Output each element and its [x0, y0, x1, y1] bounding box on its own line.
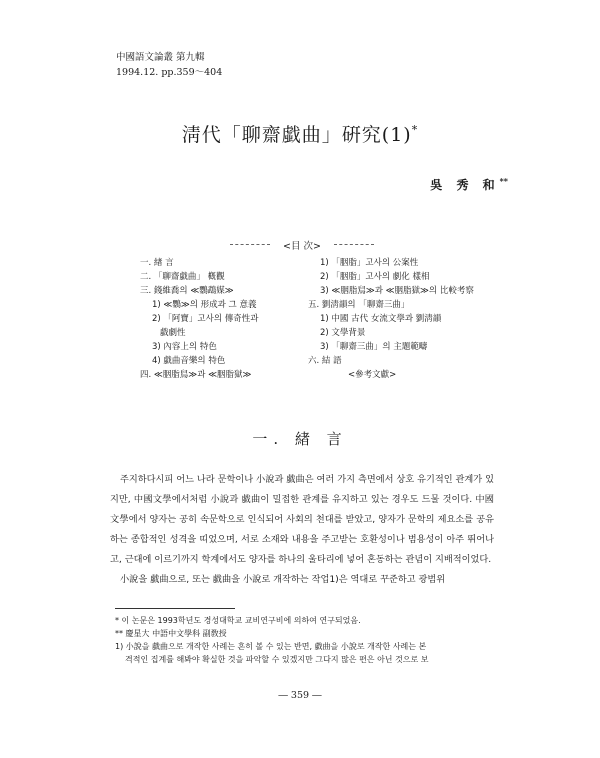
toc-item: 1) 中國 古代 女流文學과 劉淸韻	[320, 314, 442, 324]
toc-item: 一. 緖 言	[140, 258, 174, 268]
toc-item: 五. 劉淸韻의 「聊齋三曲」	[308, 300, 410, 310]
toc-heading-label: <目 次>	[277, 241, 327, 252]
toc-item: 戱劇性	[160, 328, 186, 338]
footnote-line: 격적인 집계를 해봐야 확실한 것을 파악할 수 있겠지만 그다지 많은 편은 아닌 것으로 보	[125, 655, 429, 664]
body-text	[110, 470, 494, 590]
toc-item: 3) ≪胭脂舃≫과 ≪胭脂獄≫의 比較考察	[320, 286, 474, 296]
section-title: 一. 緖 言	[252, 430, 348, 448]
toc-item: 三. 錢維喬의 ≪鸚鵡媒≫	[140, 286, 234, 296]
author-name: 吳 秀 和	[430, 178, 500, 192]
footnote-line: * 이 논문은 1993학년도 경성대학교 교비연구비에 의하여 연구되었음.	[115, 616, 361, 625]
footnote-line: 1) 小說을 戱曲으로 개작한 사례는 흔히 볼 수 있는 반면, 戱曲을 小說로 개작한 사례는 본	[115, 642, 427, 651]
toc-item: 4) 戱曲音樂의 特色	[152, 356, 226, 366]
toc-heading-rule-right	[334, 244, 374, 245]
toc-item: 3) 「聊齋三曲」의 主題範疇	[320, 342, 428, 352]
footnotes	[115, 614, 495, 666]
page-number: ― 359 ―	[278, 690, 322, 701]
toc-item: 六. 結 語	[308, 356, 342, 366]
toc-item: <參考文獻>	[348, 370, 397, 380]
toc-item: 2) 「阿寶」고사의 傳奇性과	[152, 314, 259, 324]
author	[430, 176, 508, 193]
toc-right-column	[308, 256, 508, 382]
toc-heading-rule-left	[230, 244, 270, 245]
paper-title-text: 淸代「聊齋戱曲」硏究(1)	[181, 124, 412, 146]
body-paragraph: 주지하다시피 어느 나라 문학이나 小說과 戱曲은 여러 가지 측면에서 상호 유기적인 관계가 있지만, 中國文學에서처럼 小說과 戱曲이 밀접한 관계를 유지하고 있는 경우도 드물 것이다. 中國文學에서 양자는 공히 속문학으로 인식되어 사회의 천대를 받았고, 양자가 문학의 제요소를 공유하는 종합적인 성격을 띠었으며, 서로 소재와 내용을 주고받는 호환성이나 범용성이 아주 뛰어나고, 근대에 이르기까지 학계에서도 양자를 하나의 울타리에 넣어 혼동하는 관념이 지배적이었다.	[110, 474, 494, 565]
toc-item: 3) 內容上의 特色	[152, 342, 217, 352]
body-paragraph: 小說을 戱曲으로, 또는 戱曲을 小說로 개작하는 작업1)은 역대로 꾸준하고 광범위	[120, 574, 446, 585]
footnote-line: ** 慶星大 中語中文學科 副敎授	[115, 629, 227, 638]
toc-item: 2) 文學背景	[320, 328, 366, 338]
toc-item: 2) 「胭脂」고사의 劇化 樣相	[320, 272, 430, 282]
toc-item: 四. ≪胭脂舃≫과 ≪胭脂獄≫	[140, 370, 252, 380]
toc-item: 1) 「胭脂」고사의 公案性	[320, 258, 419, 268]
toc-item: 1) ≪鸚≫의 形成과 그 意義	[152, 300, 257, 310]
journal-issue: 1994.12. pp.359～404	[116, 67, 223, 78]
author-footnote-mark: **	[499, 176, 508, 186]
journal-info	[116, 50, 222, 80]
toc-left-column	[140, 256, 315, 382]
journal-name: 中國語文論叢 第九輯	[116, 52, 205, 63]
toc-heading	[110, 238, 494, 252]
title-footnote-mark: *	[411, 123, 419, 137]
footnote-divider	[115, 608, 235, 609]
paper-title	[0, 120, 600, 147]
toc-item: 二. 「聊齋戱曲」 槪觀	[140, 272, 225, 282]
